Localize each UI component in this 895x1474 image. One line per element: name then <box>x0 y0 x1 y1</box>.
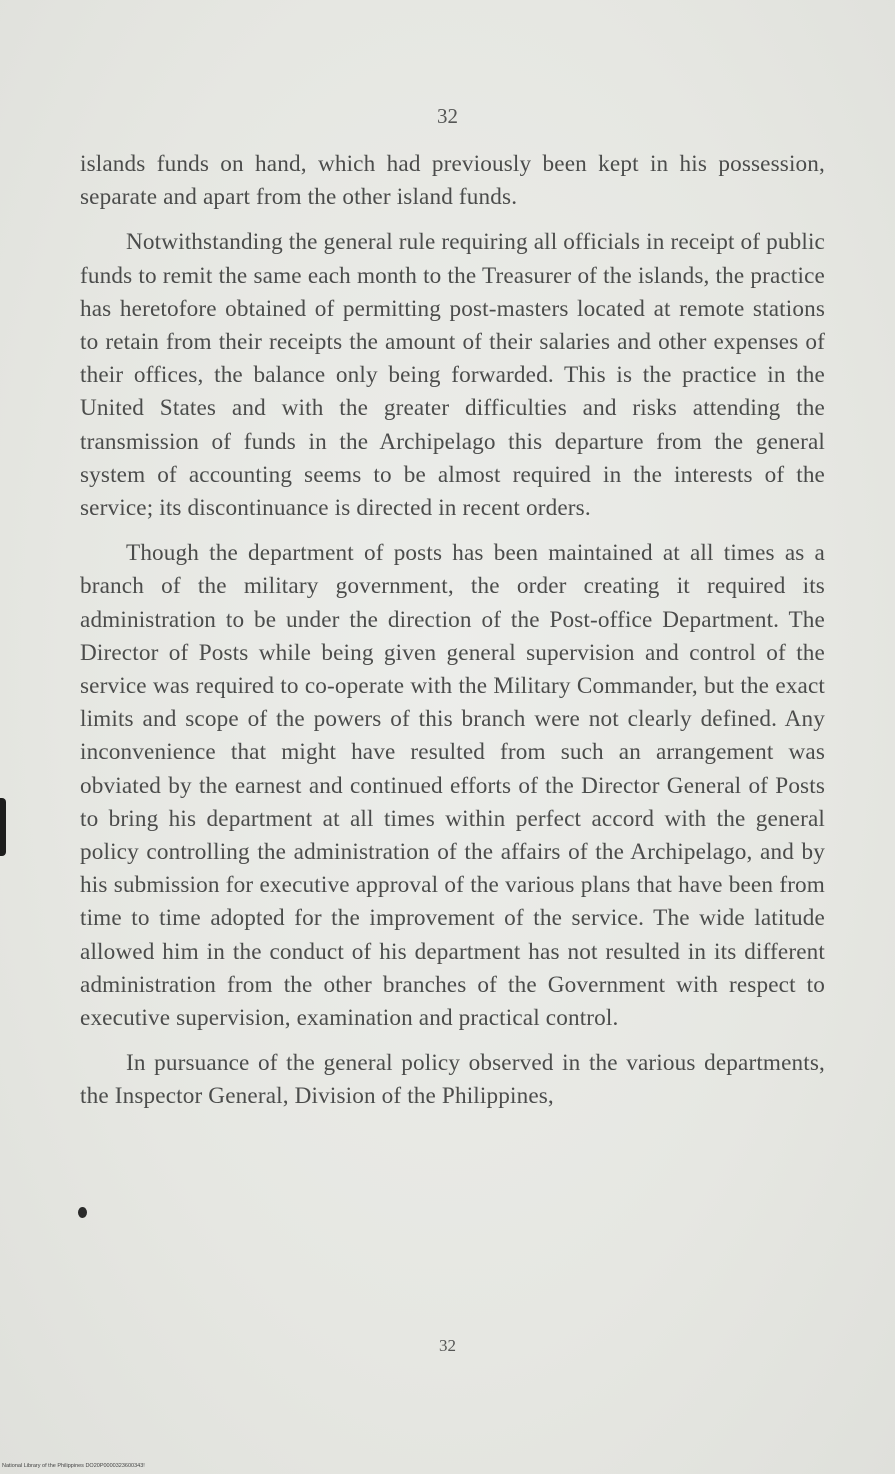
body-text <box>80 148 825 1126</box>
paragraph-2: Notwithstanding the general rule requiring all officials in receipt of public funds to remit the same each month to the Treasurer of the islands, the practice has heretofore obtained of permitting post-masters located at remote stations to retain from their receipts the amount of their salaries and other expenses of their offices, the balance only being forwarded. This is the practice in the United States and with the greater difficulties and risks attending the transmission of funds in the Archipelago this departure from the general system of accounting seems to be almost required in the interests of the service; its discontinuance is directed in recent orders. <box>80 229 825 522</box>
binding-edge-mark <box>0 798 6 856</box>
paragraph-3: Though the department of posts has been maintained at all times as a branch of the military government, the order creating it required its administration to be under the direction of the Post-office Department. The Director of Posts while being given general supervision and control of the service was required to co-operate with the Military Commander, but the exact limits and scope of the powers of this branch were not clearly defined. Any inconvenience that might have resulted from such an arrangement was obviated by the earnest and continued efforts of the Director General of Posts to bring his department at all times within perfect accord with the general policy controlling the administration of the affairs of the Archipelago, and by his submission for executive approval of the various plans that have been from time to time adopted for the improvement of the service. The wide latitude allowed him in the conduct of his department has not resulted in its different administration from the other branches of the Government with respect to executive supervision, examination and practical control. <box>80 540 825 1032</box>
scan-credit: National Library of the Philippines DO20P0000323600343! <box>2 1463 145 1469</box>
ink-spot <box>78 1207 87 1218</box>
page-number-bottom: 32 <box>439 1336 456 1355</box>
paragraph-1: islands funds on hand, which had previously been kept in his possession, separate and apart from the other island funds. <box>80 151 825 211</box>
page-number-top: 32 <box>437 104 458 128</box>
paragraph-4: In pursuance of the general policy observed in the various departments, the Inspector General, Division of the Philippines, <box>80 1050 825 1110</box>
